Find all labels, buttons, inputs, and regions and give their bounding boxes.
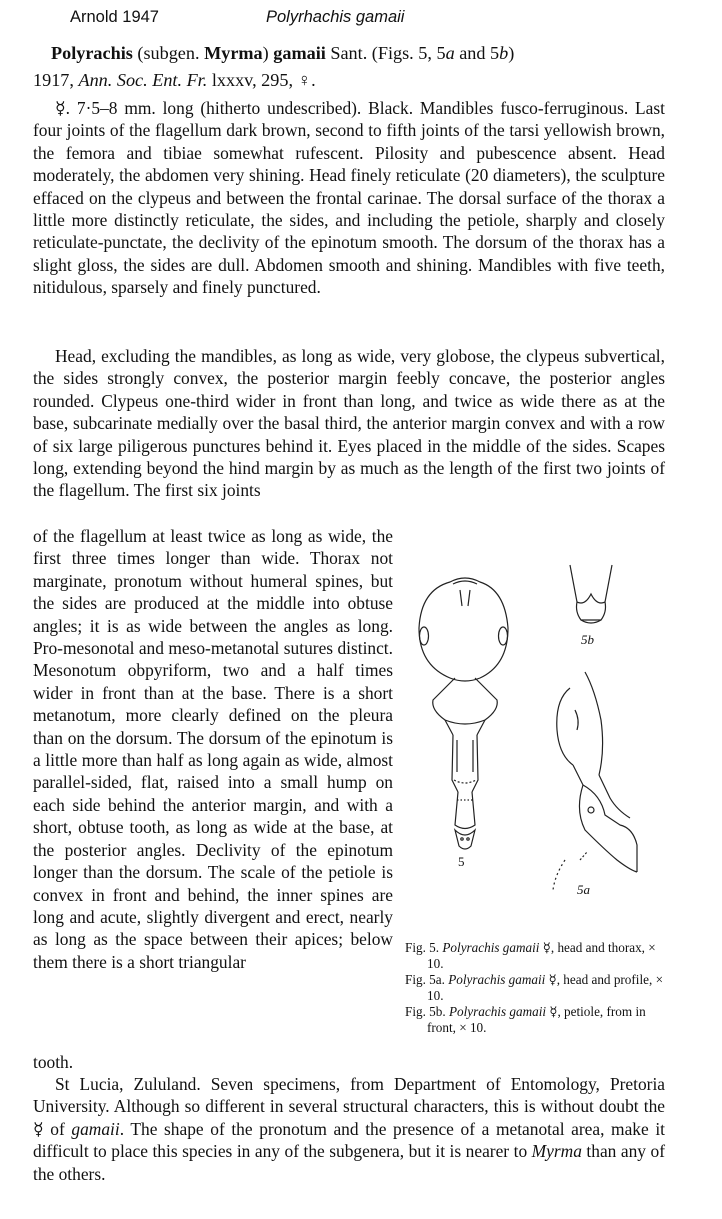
fig-ref-b: b [499, 43, 509, 63]
caption-fig5-species: Polyrachis gamaii [442, 940, 540, 955]
genus-name: Polyrachis [51, 43, 133, 63]
running-head-author: Arnold 1947 [70, 8, 159, 26]
heading-and: and 5 [454, 43, 500, 63]
locality-text-3: than any of the others. [33, 1141, 665, 1184]
caption-fig5a-text: ☿, head and profile, × 10. [427, 972, 664, 1003]
caption-fig5a-number: Fig. 5a. [405, 972, 449, 988]
running-head-title: Polyrhachis gamaii [266, 8, 405, 26]
locality-species: gamaii [71, 1118, 120, 1139]
caption-fig5b-number: Fig. 5b. [405, 1004, 449, 1020]
heading-line-2 [33, 67, 673, 94]
figure-plate [405, 560, 675, 920]
caption-fig5-text: ☿, head and thorax, × 10. [427, 940, 656, 971]
caption-fig5a [405, 972, 667, 1003]
heading-close: ) [508, 43, 515, 63]
fig5a-drawing [553, 672, 637, 890]
caption-fig5b [405, 1004, 667, 1035]
paragraph-description: ☿. 7·5–8 mm. long (hitherto undescribed). Black. Mandibles fusco-ferruginous. Last four joints of the flagellum dark brown, second to fifth joints of the tarsi yellowish brown, the femora and tibiae somewhat rufescent. Pilosity and pubescence absent. Head moderately, the abdomen very shining. Head finely reticulate (20 diameters), the sculpture effaced on the clypeus and between the frontal carinae. The dorsal surface of the thorax a little more distinctly reticulate, the sides, and including the petiole, sharply and closely reticulate-punctate, the declivity of the epinotum smooth. The dorsum of the thorax has a slight gloss, the sides are dull. Abdomen smooth and shining. Mandibles with five teeth, nitidulous, sparsely and finely punctured. [33, 98, 665, 298]
caption-fig5b-text: ☿, petiole, from in front, × 10. [427, 1004, 646, 1035]
fig5-drawing [419, 578, 508, 849]
fig-ref-a: a [445, 43, 455, 63]
citation-reference: lxxxv, 295, ♀. [207, 70, 316, 90]
caption-fig5-number: Fig. 5. [405, 940, 443, 955]
heading-authority: Sant. (Figs. 5, 5 [325, 43, 446, 63]
caption-fig5b-species: Polyrachis gamaii [448, 1004, 547, 1020]
locality-subgenus: Myrma [531, 1141, 582, 1162]
figure-captions [405, 940, 667, 1037]
locality-text-2: . The shape of the pronotum and the presence of a metanotal area, make it difficult to place this species in any of the subgenera, but it is nearer to [33, 1118, 665, 1162]
citation-year: 1917, [33, 70, 79, 90]
paragraph-locality [33, 1073, 665, 1185]
paragraph-head: Head, excluding the mandibles, as long as wide, very globose, the clypeus subvertical, the sides strongly convex, the posterior margin feebly concave, the posterior angles rounded. Clypeus one-third wider in front than long, and twice as wide there as at the base, subcarinate medially over the basal third, the anterior margin convex and with a row of six large piligerous punctures behind it. Eyes placed in the middle of the sides. Scapes long, extending beyond the hind margin by as much as the length of the first two joints of the flagellum. The first six joints [33, 346, 665, 501]
fig5a-label: 5a [577, 882, 590, 897]
subgenus-name: Myrma [204, 43, 263, 63]
fig5b-label: 5b [581, 632, 594, 647]
species-name: gamaii [273, 43, 326, 63]
locality-text-1: St Lucia, Zululand. Seven specimens, from Department of Entomology, Pretoria University. Although so different in several structural characters, this is without doubt the ☿ of [33, 1074, 665, 1139]
heading-line-1 [33, 40, 673, 67]
subgenus-prefix: (subgen. [132, 43, 205, 63]
fig5b-drawing [570, 565, 612, 623]
paragraph-thorax-end: tooth. [33, 1052, 74, 1072]
ant-drawings [405, 560, 675, 920]
caption-fig5a-species: Polyrachis gamaii [448, 972, 546, 988]
paragraph-thorax-column: of the flagellum at least twice as long as wide, the first three times longer than wide. Thorax not marginate, pronotum without humeral spines, but the sides are produced at the middle into obtuse angles; it is as wide between the angles as long. Pro-mesonotal and meso-metanotal sutures distinct. Mesonotum obpyriform, two and a half times wider in front than at the base. There is a short metanotum, more clearly defined on the pleura than on the dorsum. The dorsum of the epinotum is a little more than half as long again as wide, almost parallel-sided, flat, raised into a small hump on each side behind the anterior margin, and with a short, obtuse tooth, as long as wide at the base, at the posterior angles. Declivity of the epinotum longer than the dorsum. The scale of the petiole is convex in front and behind, the inner spines are long and acute, slightly divergent and erect, nearly as long as the space between their apices; below them there is a short triangular [33, 526, 393, 972]
species-heading [33, 40, 673, 94]
citation-journal: Ann. Soc. Ent. Fr. [78, 70, 208, 90]
running-head [70, 8, 590, 30]
fig5-label: 5 [458, 854, 465, 869]
subgenus-suffix: ) [262, 43, 274, 63]
caption-fig5 [405, 940, 667, 971]
